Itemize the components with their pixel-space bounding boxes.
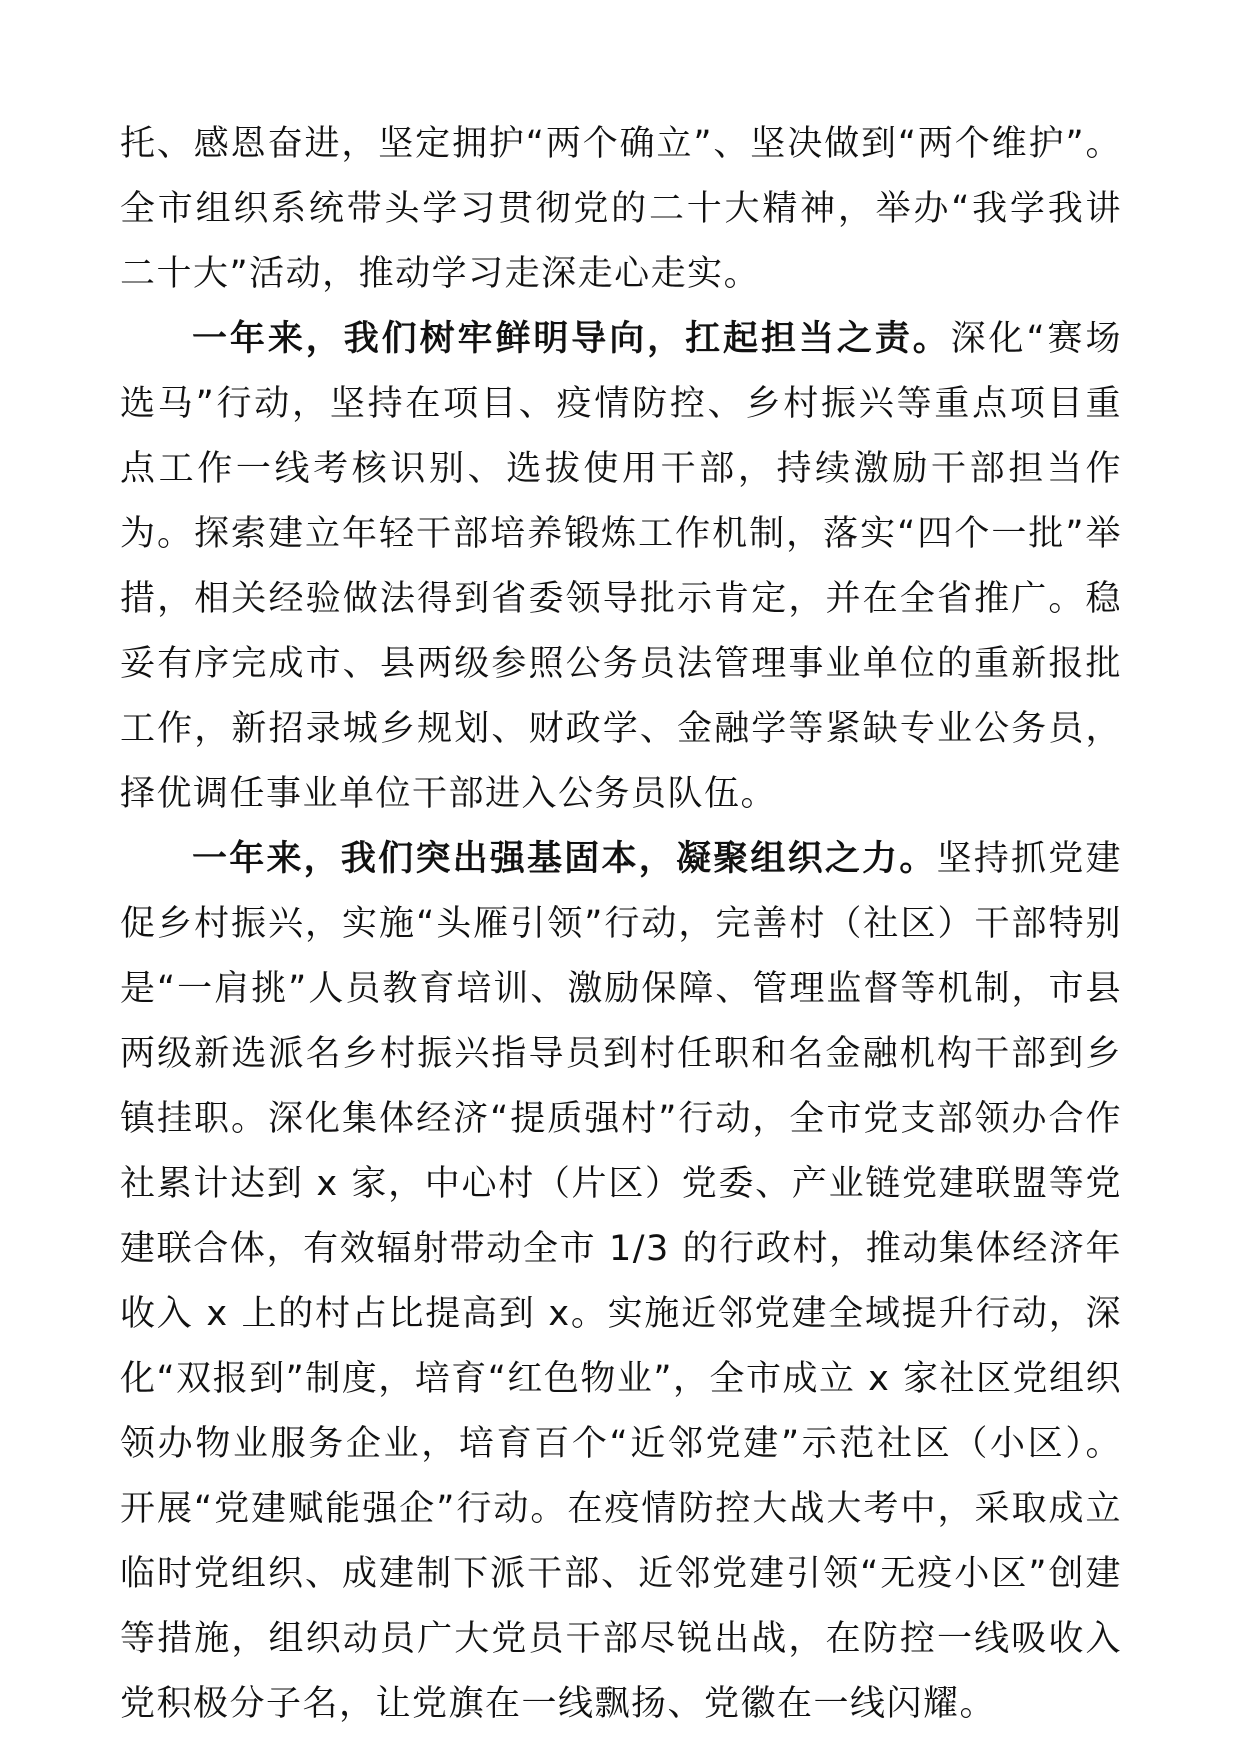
paragraph-continuation xyxy=(120,112,1122,307)
paragraph-lead: 一年来，我们树牢鲜明导向，扛起担当之责。 xyxy=(192,319,951,359)
paragraph-lead: 一年来，我们突出强基固本，凝聚组织之力。 xyxy=(192,839,937,879)
paragraph-grassroots-foundation xyxy=(120,827,1122,1737)
paragraph-cadre-orientation xyxy=(120,307,1122,827)
paragraph-body: 深化“赛场选马”行动，坚持在项目、疫情防控、乡村振兴等重点项目重点工作一线考核识别、选拔使用干部，持续激励干部担当作为。探索建立年轻干部培养锻炼工作机制，落实“四个一批”举措，相关经验做法得到省委领导批示肯定，并在全省推广。稳妥有序完成市、县两级参照公务员法管理事业单位的重新报批工作，新招录城乡规划、财政学、金融学等紧缺专业公务员，择优调任事业单位干部进入公务员队伍。 xyxy=(120,319,1122,814)
paragraph-body: 坚持抓党建促乡村振兴，实施“头雁引领”行动，完善村（社区）干部特别是“一肩挑”人员教育培训、激励保障、管理监督等机制，市县两级新选派名乡村振兴指导员到村任职和名金融机构干部到乡镇挂职。深化集体经济“提质强村”行动，全市党支部领办合作社累计达到 x 家，中心村（片区）党委、产业链党建联盟等党建联合体，有效辐射带动全市 1/3 的行政村，推动集体经济年收入 x 上的村占比提高到 x。实施近邻党建全域提升行动，深化“双报到”制度，培育“红色物业”，全市成立 x 家社区党组织领办物业服务企业，培育百个“近邻党建”示范社区（小区）。开展“党建赋能强企”行动。在疫情防控大战大考中，采取成立临时党组织、成建制下派干部、近邻党建引领“无疫小区”创建等措施，组织动员广大党员干部尽锐出战，在防控一线吸收入党积极分子名，让党旗在一线飘扬、党徽在一线闪耀。 xyxy=(120,839,1122,1724)
paragraph-body: 托、感恩奋进，坚定拥护“两个确立”、坚决做到“两个维护”。全市组织系统带头学习贯彻党的二十大精神，举办“我学我讲二十大”活动，推动学习走深走心走实。 xyxy=(120,124,1122,294)
